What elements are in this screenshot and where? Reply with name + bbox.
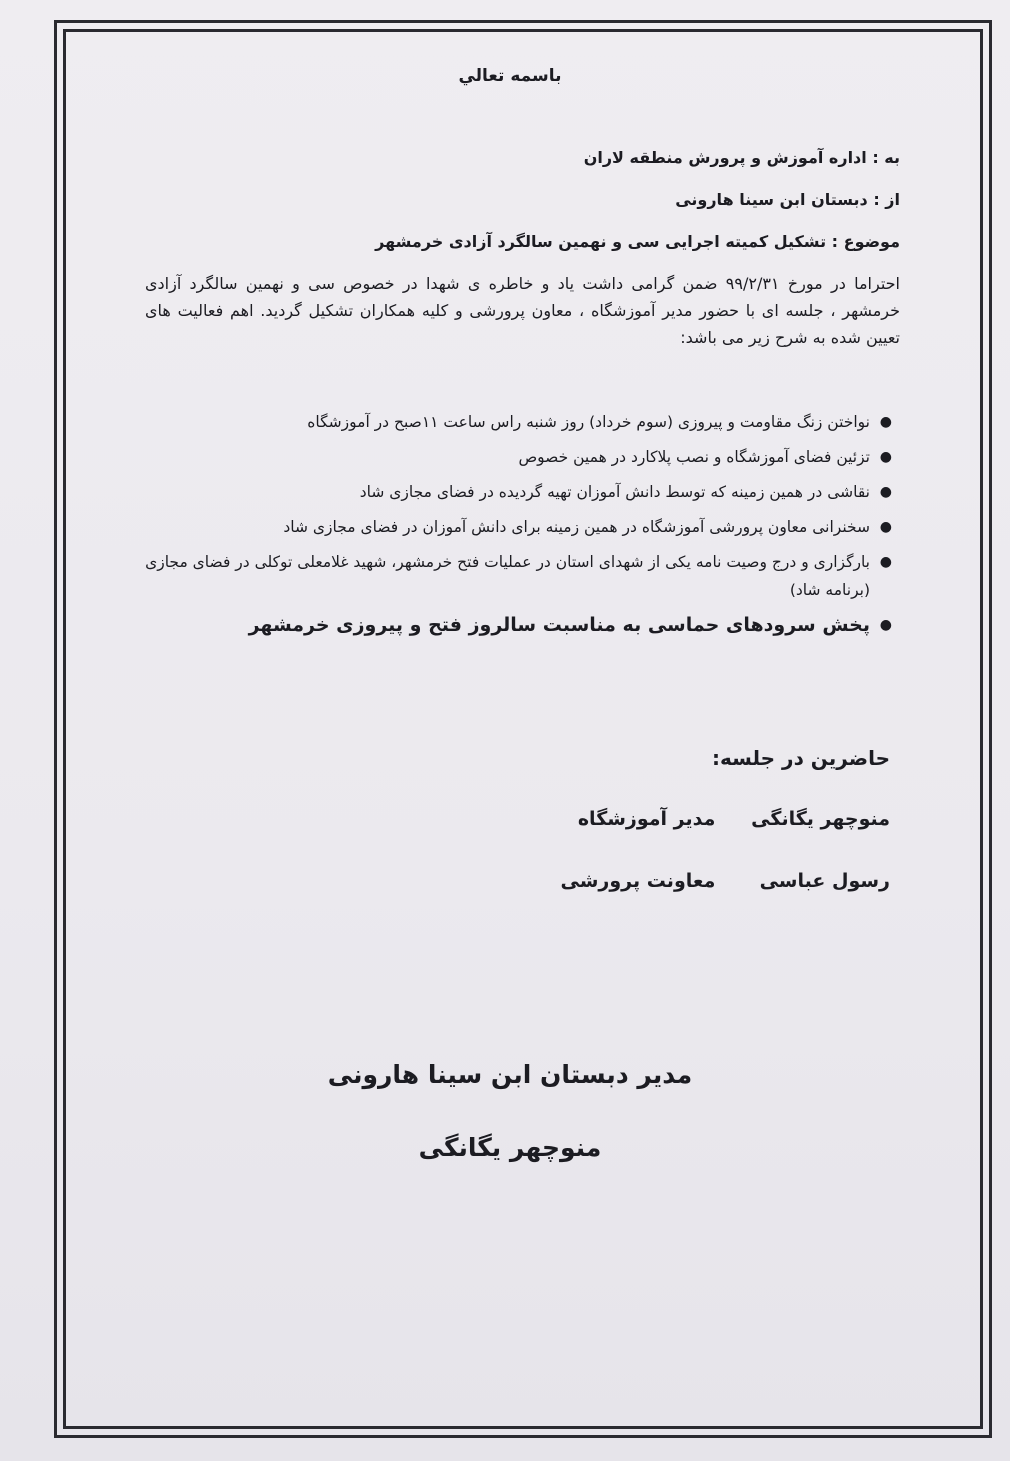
list-item: ● پخش سرودهای حماسی به مناسبت سالروز فتح و پیروزی خرمشهر — [140, 611, 900, 639]
bullet-icon: ● — [879, 449, 892, 465]
list-item: ● نواختن زنگ مقاومت و پیروزی (سوم خرداد) روز شنبه راس ساعت ۱۱صبح در آموزشگاه — [140, 408, 900, 436]
bullet-icon: ● — [879, 414, 892, 430]
attendee-row — [560, 870, 890, 892]
bullet-icon: ● — [879, 554, 892, 570]
subject-line: موضوع : تشکیل کمیته اجرایی سی و نهمین سالگرد آزادی خرمشهر — [375, 232, 900, 251]
bullet-icon: ● — [879, 617, 892, 633]
body-paragraph: احتراما در مورخ ۹۹/۲/۳۱ ضمن گرامی داشت یاد و خاطره ی شهدا در خصوص سی و نهمین سالگرد آزادی خرمشهر ، جلسه ای با حضور مدیر آموزشگاه ، معاون پرورشی و کلیه همکاران تشکیل گردید. اهم فعالیت های تعیین شده به شرح زیر می باشد: — [145, 274, 900, 347]
attendees-title: حاضرین در جلسه: — [712, 746, 890, 770]
attendee-name: رسول عباسی — [759, 870, 890, 892]
attendee-role: معاونت پرورشی — [560, 870, 716, 892]
bullet-icon: ● — [879, 484, 892, 500]
signature-name: منوچهر يگانگی — [418, 1133, 602, 1162]
basmala-heading: باسمه تعالي — [458, 66, 562, 86]
recipient-line: به : اداره آموزش و پرورش منطقه لاران — [583, 148, 900, 167]
activities-list — [140, 408, 900, 646]
list-item: ● بارگزاری و درج وصیت نامه یکی از شهدای استان در عملیات فتح خرمشهر، شهید غلامعلی توکلی در فضای مجازی (برنامه شاد) — [140, 548, 900, 604]
attendee-row — [578, 808, 890, 830]
signature-title: مدير دبستان ابن سينا هارونی — [327, 1060, 693, 1089]
list-item: ● نقاشی در همین زمینه که توسط دانش آموزان تهیه گردیده در فضای مجازی شاد — [140, 478, 900, 506]
sender-line: از : دبستان ابن سينا هارونی — [675, 190, 900, 209]
bullet-icon: ● — [879, 519, 892, 535]
list-item: ● سخنرانی معاون پرورشی آموزشگاه در همین زمینه برای دانش آموزان در فضای مجازی شاد — [140, 513, 900, 541]
attendee-role: مدير آموزشگاه — [577, 808, 716, 830]
list-item: ● تزئین فضای آموزشگاه و نصب پلاکارد در همین خصوص — [140, 443, 900, 471]
attendee-name: منوچهر يگانگی — [751, 808, 890, 830]
